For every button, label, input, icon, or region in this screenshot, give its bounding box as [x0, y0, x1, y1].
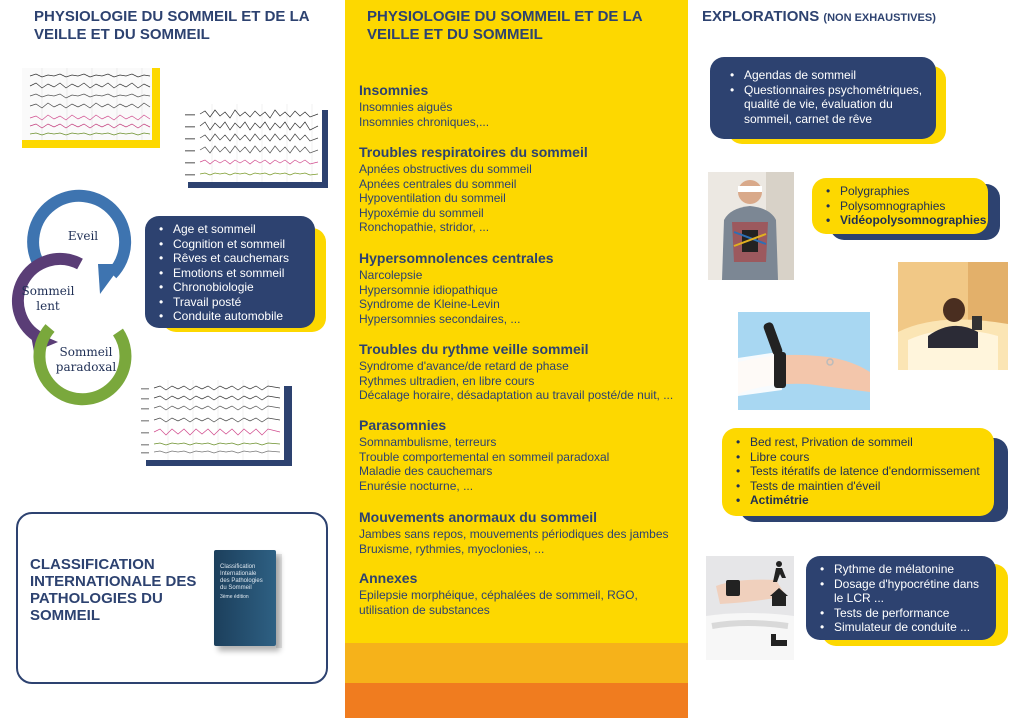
right-column-title [702, 8, 1002, 27]
middle-column [345, 0, 688, 718]
eeg-trace-3 [138, 380, 284, 460]
cycle-label-sommeil-lent [18, 284, 78, 314]
bed-illustration [898, 262, 1008, 370]
actimetry-wrist-photo [738, 312, 870, 410]
exploration-item: • Rythme de mélatonine [816, 562, 988, 577]
section-mouvements-anormaux [359, 509, 684, 556]
explorations-box-4 [806, 556, 996, 640]
section-annexes [359, 570, 684, 617]
activity-icons [766, 556, 792, 660]
eeg-recording-image-1 [22, 68, 160, 148]
right-title-note: (NON EXHAUSTIVES) [823, 12, 936, 24]
exploration-item: • Simulateur de conduite ... [816, 620, 988, 635]
wrist-illustration [738, 312, 870, 410]
section-item: Enurésie nocturne, ... [359, 478, 474, 493]
section-item: Maladie des cauchemars [359, 464, 493, 479]
explorations-box-2 [812, 178, 988, 234]
exploration-item: • Tests de performance [816, 606, 988, 621]
section-item: Apnées obstructives du sommeil [359, 162, 532, 176]
cycle-label-sommeil-lent-line1: Sommeil [21, 284, 75, 298]
explorations-list-4 [816, 562, 988, 635]
right-column [688, 0, 1024, 718]
cycle-label-sommeil-paradoxal-line2: paradoxal [55, 360, 117, 374]
section-item: Insomnies aiguës [359, 100, 453, 114]
bed-icon [771, 640, 787, 646]
section-item: Hypersomnie idiopathique [359, 282, 498, 297]
section-heading: Annexes [359, 570, 418, 586]
left-column-title: PHYSIOLOGIE DU SOMMEIL ET DE LA VEILLE ET DU SOMMEIL [34, 8, 310, 43]
cycle-label-sommeil-lent-line2: lent [36, 299, 60, 313]
section-item: Apnées centrales du sommeil [359, 176, 517, 191]
section-item: Bruxisme, rythmies, myoclonies, ... [359, 541, 545, 556]
topic-item: • Rêves et cauchemars [155, 251, 307, 266]
explorations-box-1 [710, 57, 936, 139]
exploration-item: • Polysomnographies [822, 199, 980, 214]
topic-item: • Cognition et sommeil [155, 237, 307, 252]
section-item: Jambes sans repos, mouvements périodiques des jambes [359, 527, 669, 541]
topics-box [145, 216, 315, 328]
section-insomnies [359, 82, 684, 129]
section-item: Syndrome d'avance/de retard de phase [359, 359, 569, 373]
section-heading: Troubles du rythme veille sommeil [359, 341, 589, 357]
book-line: Internationale [220, 571, 257, 577]
classification-card [16, 512, 328, 684]
explorations-list-1 [726, 68, 926, 126]
section-item: Rythmes ultradien, en libre cours [359, 373, 535, 388]
exploration-item: • Vidéopolysomnographies [822, 213, 980, 228]
middle-column-title: PHYSIOLOGIE DU SOMMEIL ET DE LA VEILLE ET DU SOMMEIL [367, 8, 643, 43]
cycle-arrow-head-eveil [98, 264, 122, 294]
book-pages [276, 554, 282, 648]
section-item: Epilepsie morphéique, céphalées de sommeil, RGO, [359, 588, 638, 602]
exploration-item: • Actimétrie [732, 493, 986, 508]
topic-item: • Age et sommeil [155, 222, 307, 237]
topic-item: • Chronobiologie [155, 280, 307, 295]
left-column [0, 0, 345, 718]
section-rythme-veille-sommeil [359, 341, 684, 403]
book-line: Classification [220, 564, 256, 570]
cycle-label-sommeil-paradoxal-line1: Sommeil [59, 345, 113, 359]
section-item: Trouble comportemental en sommeil paradoxal [359, 449, 610, 464]
classification-title: CLASSIFICATION INTERNATIONALE DES PATHOLOGIES DU SOMMEIL [30, 556, 197, 624]
cycle-label-eveil: Eveil [67, 229, 99, 243]
house-icon [772, 596, 786, 606]
section-item: Ronchopathie, stridor, ... [359, 220, 490, 235]
section-heading: Troubles respiratoires du sommeil [359, 144, 588, 160]
section-item: utilisation de substances [359, 602, 490, 617]
topic-item: • Travail posté [155, 295, 307, 310]
exploration-item: • Agendas de sommeil [726, 68, 926, 83]
eeg-recording-image-2 [182, 104, 328, 188]
section-item: Hypersomnies secondaires, ... [359, 311, 521, 326]
topic-item: • Conduite automobile [155, 309, 307, 324]
explorations-box-3 [722, 428, 994, 516]
exploration-item: • Dosage d'hypocrétine dans le LCR ... [816, 577, 988, 606]
patient-illustration [708, 172, 794, 280]
explorations-list-2 [822, 184, 987, 228]
orange-band [345, 683, 688, 718]
section-hypersomnolences [359, 250, 684, 326]
classification-book-cover [214, 550, 276, 646]
exploration-item: • Tests itératifs de latence d'endormissement [732, 464, 986, 479]
section-item: Décalage horaire, désadaptation au travail posté/de nuit, ... [359, 388, 674, 403]
hospital-bed-photo [898, 262, 1008, 370]
section-item: Hypoxémie du sommeil [359, 205, 484, 220]
right-title-main: EXPLORATIONS [702, 8, 820, 25]
section-heading: Parasomnies [359, 417, 447, 433]
cycle-label-sommeil-paradoxal [50, 345, 122, 375]
eeg-recording-image-3 [138, 380, 292, 466]
section-item: Somnambulisme, terreurs [359, 435, 497, 449]
section-parasomnies [359, 417, 684, 493]
exploration-item: • Questionnaires psychométriques, qualité de vie, évaluation du sommeil, carnet de rêve [726, 83, 926, 127]
exploration-item: • Tests de maintien d'éveil [732, 479, 986, 494]
section-item: Hypoventilation du sommeil [359, 191, 506, 206]
section-heading: Insomnies [359, 82, 429, 98]
exploration-item: • Bed rest, Privation de sommeil [732, 435, 986, 450]
running-icon [776, 561, 782, 567]
section-heading: Hypersomnolences centrales [359, 250, 554, 266]
polysomnography-patient-photo [708, 172, 794, 280]
book-cover-text [220, 564, 263, 601]
orange-band-light [345, 643, 688, 683]
eeg-trace-1 [22, 68, 152, 140]
eeg-trace-2 [182, 104, 322, 182]
section-item: Insomnies chroniques,... [359, 114, 490, 129]
book-line: 3ème édition [220, 594, 249, 600]
section-item: Syndrome de Kleine-Levin [359, 297, 500, 312]
topics-list [155, 222, 307, 324]
section-item: Narcolepsie [359, 268, 423, 282]
explorations-list-3 [732, 435, 986, 508]
exploration-item: • Polygraphies [822, 184, 980, 199]
book-line: du Sommeil [220, 585, 252, 591]
section-troubles-respiratoires [359, 144, 684, 235]
topic-item: • Emotions et sommeil [155, 266, 307, 281]
book-line: des Pathologies [220, 578, 263, 584]
exploration-item: • Libre cours [732, 450, 986, 465]
section-heading: Mouvements anormaux du sommeil [359, 509, 598, 525]
